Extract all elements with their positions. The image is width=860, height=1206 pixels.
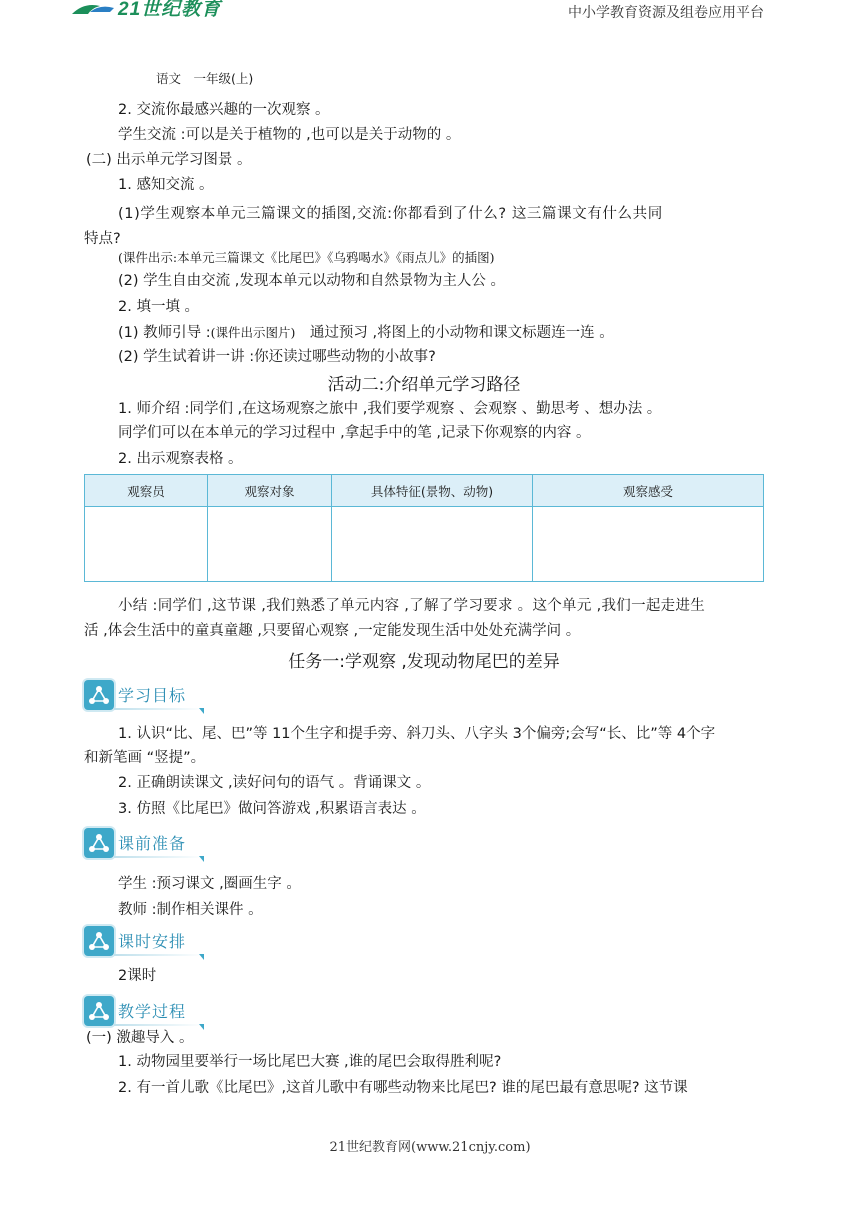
line-12: 同学们可以在本单元的学习过程中 ,拿起手中的笔 ,记录下你观察的内容 。	[118, 425, 591, 441]
line-9	[118, 323, 614, 343]
summary-line-a: 小结 :同学们 ,这节课 ,我们熟悉了单元内容 ,了解了学习要求 。这个单元 ,我们一起走进生	[118, 598, 706, 614]
courseware-note: (课件出示:本单元三篇课文《比尾巴》《乌鸦喝水》《雨点儿》的插图)	[118, 250, 495, 265]
section-two-title: (二) 出示单元学习图景 。	[86, 152, 252, 168]
page-footer: 21世纪教育网(www.21cnjy.com)	[329, 1140, 531, 1155]
subject-line: 语文 一年级(上)	[156, 71, 254, 86]
network-icon	[84, 996, 114, 1026]
task-one-heading: 任务一:学观察 ,发现动物尾巴的差异	[288, 652, 560, 672]
badge-process	[84, 996, 204, 1028]
badge-label: 课前准备	[118, 834, 187, 853]
summary-line-b: 活 ,体会生活中的童真童趣 ,只要留心观察 ,一定能发现生活中处处充满学问 。	[84, 623, 581, 639]
prep-student: 学生 :预习课文 ,圈画生字 。	[118, 876, 301, 892]
line-9-rest: 通过预习 ,将图上的小动物和课文标题连一连 。	[309, 325, 614, 341]
table-header-cell: 观察对象	[208, 475, 332, 506]
network-icon	[84, 828, 114, 858]
observation-table	[84, 474, 764, 582]
badge-label: 教学过程	[118, 1002, 187, 1021]
table-cell	[208, 507, 332, 582]
activity-two-heading: 活动二:介绍单元学习路径	[327, 375, 521, 395]
badge-label: 课时安排	[118, 932, 187, 951]
header-platform-title: 中小学教育资源及组卷应用平台	[568, 5, 764, 21]
badge-rule	[114, 954, 204, 956]
badge-schedule	[84, 926, 204, 958]
table-header-cell: 具体特征(景物、动物)	[332, 475, 533, 506]
process-line-1: 1. 动物园里要举行一场比尾巴大赛 ,谁的尾巴会取得胜利呢?	[118, 1054, 502, 1070]
line-11: 1. 师介绍 :同学们 ,在这场观察之旅中 ,我们要学观察 、会观察 、勤思考 、想办法 。	[118, 401, 662, 417]
line-2: 学生交流 :可以是关于植物的 ,也可以是关于动物的 。	[118, 127, 461, 143]
network-icon	[84, 926, 114, 956]
line-1: 2. 交流你最感兴趣的一次观察 。	[118, 102, 330, 118]
process-line-2: 2. 有一首儿歌《比尾巴》,这首儿歌中有哪些动物来比尾巴? 谁的尾巴最有意思呢? 这节课	[118, 1080, 688, 1096]
table-header-cell: 观察员	[85, 475, 208, 506]
badge-learning-goals	[84, 680, 204, 712]
badge-rule	[114, 856, 204, 858]
line-9-lead: (1) 教师引导 :	[118, 325, 211, 341]
goal-1a: 1. 认识“比、尾、巴”等 11个生字和提手旁、斜刀头、八字头 3个偏旁;会写“长、比”等 4个字	[118, 726, 716, 742]
goal-3: 3. 仿照《比尾巴》做问答游戏 ,积累语言表达 。	[118, 801, 426, 817]
site-logo	[70, 0, 230, 18]
runner-logo-icon	[70, 0, 116, 18]
lesson-count: 2课时	[118, 968, 157, 984]
logo-text: 21世纪教育	[118, 0, 222, 18]
network-icon	[84, 680, 114, 710]
line-7: (2) 学生自由交流 ,发现本单元以动物和自然景物为主人公 。	[118, 273, 505, 289]
line-5a: (1)学生观察本单元三篇课文的插图,交流:你都看到了什么? 这三篇课文有什么共同	[118, 206, 663, 222]
table-header-cell: 观察感受	[622, 483, 673, 499]
prep-teacher: 教师 :制作相关课件 。	[118, 902, 263, 918]
badge-rule	[114, 708, 204, 710]
badge-rule	[114, 1024, 204, 1026]
line-9-note: (课件出示图片)	[210, 325, 296, 340]
line-13: 2. 出示观察表格 。	[118, 451, 243, 467]
line-10: (2) 学生试着讲一讲 :你还读过哪些动物的小故事?	[118, 349, 436, 365]
line-5b: 特点?	[84, 231, 121, 247]
badge-triangle	[199, 708, 204, 714]
table-row	[85, 507, 763, 582]
table-header-row	[85, 475, 763, 507]
table-cell	[85, 507, 208, 582]
table-cell	[533, 507, 763, 582]
line-8: 2. 填一填 。	[118, 299, 200, 315]
badge-triangle	[199, 954, 204, 960]
badge-triangle	[199, 1024, 204, 1030]
goal-2: 2. 正确朗读课文 ,读好问句的语气 。背诵课文 。	[118, 775, 431, 791]
process-intro-title: (一) 激趣导入 。	[86, 1030, 194, 1046]
badge-label: 学习目标	[118, 686, 187, 705]
goal-1b: 和新笔画 “竖提”。	[84, 750, 206, 766]
badge-preparation	[84, 828, 204, 860]
line-4: 1. 感知交流 。	[118, 177, 214, 193]
badge-triangle	[199, 856, 204, 862]
table-cell	[332, 507, 533, 582]
